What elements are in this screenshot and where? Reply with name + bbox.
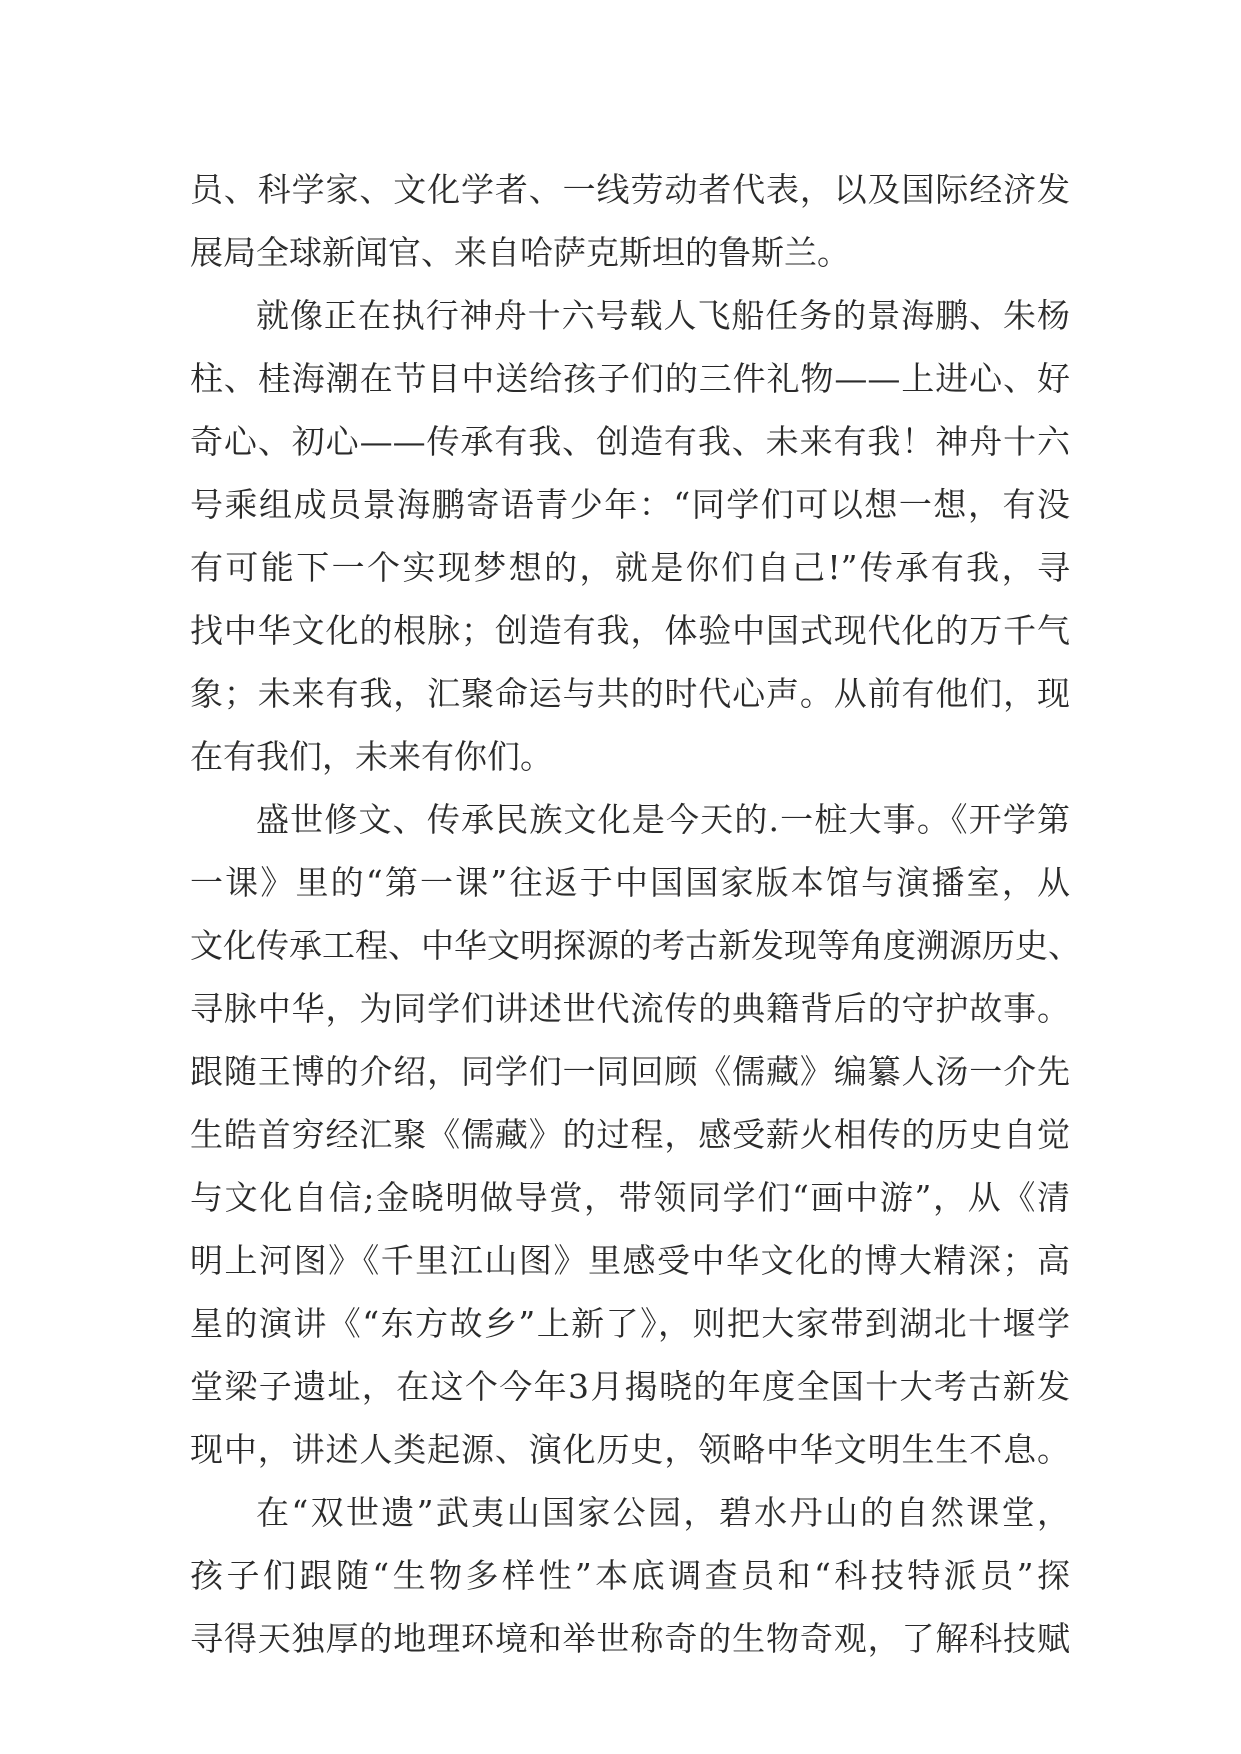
text-line: 寻脉中华，为同学们讲述世代流传的典籍背后的守护故事。 <box>190 989 1070 1028</box>
paragraph-1 <box>190 158 1070 284</box>
text-line: 柱、桂海潮在节目中送给孩子们的三件礼物——上进心、好 <box>190 359 1070 398</box>
text-line: 星的演讲《“东方故乡”上新了》，则把大家带到湖北十堰学 <box>190 1304 1070 1343</box>
text-line: 号乘组成员景海鹏寄语青少年：“同学们可以想一想，有没 <box>190 485 1070 524</box>
paragraph-2 <box>190 284 1070 788</box>
text-line: 堂梁子遗址，在这个今年3月揭晓的年度全国十大考古新发 <box>190 1367 1070 1406</box>
paragraph-4 <box>190 1481 1070 1670</box>
text-line: 有可能下一个实现梦想的，就是你们自己!”传承有我，寻 <box>190 548 1070 587</box>
text-line: 孩子们跟随“生物多样性”本底调查员和“科技特派员”探 <box>190 1556 1070 1595</box>
text-line: 奇心、初心——传承有我、创造有我、未来有我！神舟十六 <box>190 422 1070 461</box>
text-line: 盛世修文、传承民族文化是今天的.一桩大事。《开学第 <box>256 800 1070 839</box>
text-line: 明上河图》《千里江山图》里感受中华文化的博大精深；高 <box>190 1241 1070 1280</box>
body-text <box>190 158 1081 1670</box>
text-line: 寻得天独厚的地理环境和举世称奇的生物奇观，了解科技赋 <box>190 1619 1070 1658</box>
text-line: 在“双世遗”武夷山国家公园，碧水丹山的自然课堂， <box>256 1493 1070 1532</box>
text-line: 找中华文化的根脉；创造有我，体验中国式现代化的万千气 <box>190 611 1070 650</box>
text-line: 员、科学家、文化学者、一线劳动者代表，以及国际经济发 <box>190 170 1070 209</box>
text-line: 在有我们，未来有你们。 <box>190 737 553 776</box>
text-line: 生皓首穷经汇聚《儒藏》的过程，感受薪火相传的历史自觉 <box>190 1115 1070 1154</box>
paragraph-3 <box>190 788 1081 1481</box>
text-line: 就像正在执行神舟十六号载人飞船任务的景海鹏、朱杨 <box>256 296 1070 335</box>
text-line: 跟随王博的介绍，同学们一同回顾《儒藏》编纂人汤一介先 <box>190 1052 1070 1091</box>
text-line: 现中，讲述人类起源、演化历史，领略中华文明生生不息。 <box>190 1430 1070 1469</box>
text-line: 文化传承工程、中华文明探源的考古新发现等角度溯源历史、 <box>190 926 1081 965</box>
text-line: 展局全球新闻官、来自哈萨克斯坦的鲁斯兰。 <box>190 233 850 272</box>
text-line: 一课》里的“第一课”往返于中国国家版本馆与演播室，从 <box>190 863 1070 902</box>
text-line: 与文化自信;金晓明做导赏，带领同学们“画中游”，从《清 <box>190 1178 1070 1217</box>
text-line: 象；未来有我，汇聚命运与共的时代心声。从前有他们，现 <box>190 674 1070 713</box>
